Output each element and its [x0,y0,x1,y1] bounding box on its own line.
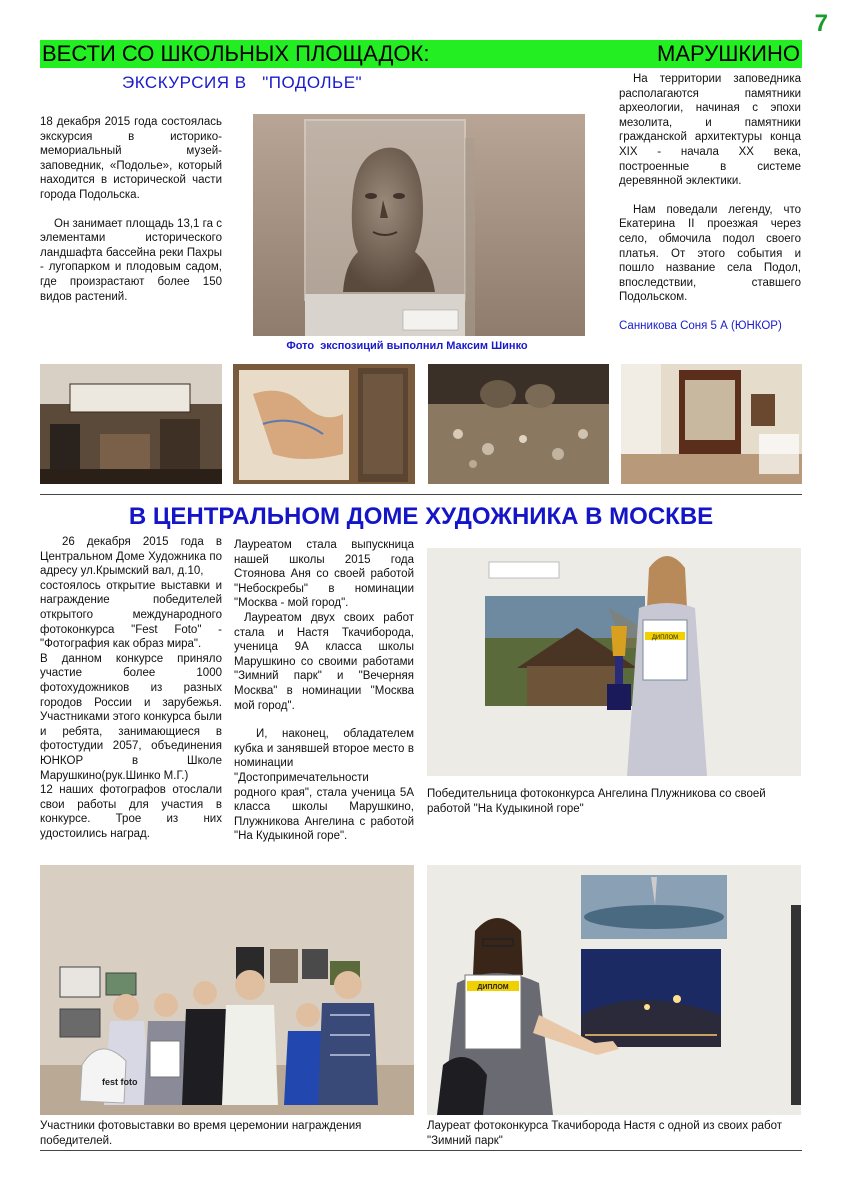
article1-right-column [619,72,801,334]
article1-left-column [40,115,222,318]
bottom-divider [40,1150,802,1151]
diploma-label: ДИПЛОМ [477,984,509,991]
section-header-bar [40,40,802,68]
group-photo [40,865,414,1115]
header-title: ВЕСТИ СО ШКОЛЬНЫХ ПЛОЩАДОК: [42,41,430,66]
article2-paragraph: 26 декабря 2015 года в Центральном Доме Художника по адресу ул.Крымский вал, д.10, [40,536,222,578]
section-divider [40,494,802,495]
article2-paragraph: Лауреатом двух своих работ стала и Настя Ткачиборода, ученица 9А класса школы Марушкино со своими работами "Зимний парк" и "Вечерняя Москва" в номинации "Москва мой город". [234,611,414,712]
museum-photo-interior [40,364,222,484]
article2-paragraph: И, наконец, обладателем кубка и занявшей второе место в номинации "Достопримечательности родного края", стала ученица 5А класса школы Марушкино, Плужникова Ангелина с работой "На Кудыкиной горе". [234,728,414,843]
article2-paragraph: Лауреатом стала выпускница нашей школы 2015 года Стоянова Аня со своей работой "Небоскребы" в номинации "Москва - мой город". [234,539,414,610]
museum-photo-artifacts [428,364,609,484]
article1-paragraph: Нам поведали легенду, что Екатерина II проезжая через село, обмочила подол своего платья. От этого события и пошло название села Подол, впоследствии, ставшего Подольском. [619,203,801,304]
article2-paragraph: 12 наших фотографов отослали свои работы для участия в конкурсе. Трое из них удостоились наград. [40,784,222,840]
page-number: 7 [814,10,828,37]
article1-paragraph: На территории заповедника располагаются памятники археологии, начиная с эпохи мезолита, и памятники гражданской архитектуры конца XIX - начала XX века, построенные в системе деревянной эклектики. [619,73,801,188]
caption-laureate: Лауреат фотоконкурса Ткачиборода Настя с одной из своих работ "Зимний парк" [427,1120,783,1147]
article2-left-column [40,535,222,841]
article1-author: Санникова Соня 5 А (ЮНКОР) [619,319,782,332]
article2-paragraph: состоялось открытие выставки и награждение победителей открытого международного фотоконкурса "Fest Foto" - "Фотография как образ мира". [40,579,222,651]
article2-paragraph: В данном конкурсе приняло участие более 1000 фотохудожников из разных городов России и зарубежья. Участниками этого конкурса были и ребята, занимающиеся в фотостудии 2057, объединения ЮНКОР в Школе Марушкино(рук.Шинко М.Г.) [40,652,222,782]
article1-paragraph: Он занимает площадь 13,1 га с элементами исторического ландшафта бассейна реки Пахры - лугопарком и плодовым садом, где произрастают более 150 видов растений. [40,217,222,303]
caption-group: Участники фотовыставки во время церемонии награждения победителей. [40,1120,362,1147]
diploma-label: ДИПЛОМ [651,635,679,641]
laureate-photo [427,865,801,1115]
article2-title: В ЦЕНТРАЛЬНОМ ДОМЕ ХУДОЖНИКА В МОСКВЕ [128,503,714,530]
photo-credit-caption: Фото экспозиций выполнил Максим Шинко [286,340,528,352]
museum-exhibit-photo [253,114,585,336]
museum-photo-cabinet [621,364,802,484]
article2-middle-column [234,538,414,844]
bag-label: fest foto [102,1077,138,1087]
header-location: МАРУШКИНО [657,41,800,66]
article1-paragraph: 18 декабря 2015 года состоялась экскурсия в историко-мемориальный музей-заповедник, «Подолье», который находится в исторической части города Подольска. [40,116,222,201]
caption-winner: Победительница фотоконкурса Ангелина Плужникова со своей работой "На Кудыкиной горе" [427,788,766,815]
article-subtitle: ЭКСКУРСИЯ В "ПОДОЛЬЕ" [122,73,363,92]
winner-photo [427,548,801,776]
museum-photo-map [233,364,415,484]
